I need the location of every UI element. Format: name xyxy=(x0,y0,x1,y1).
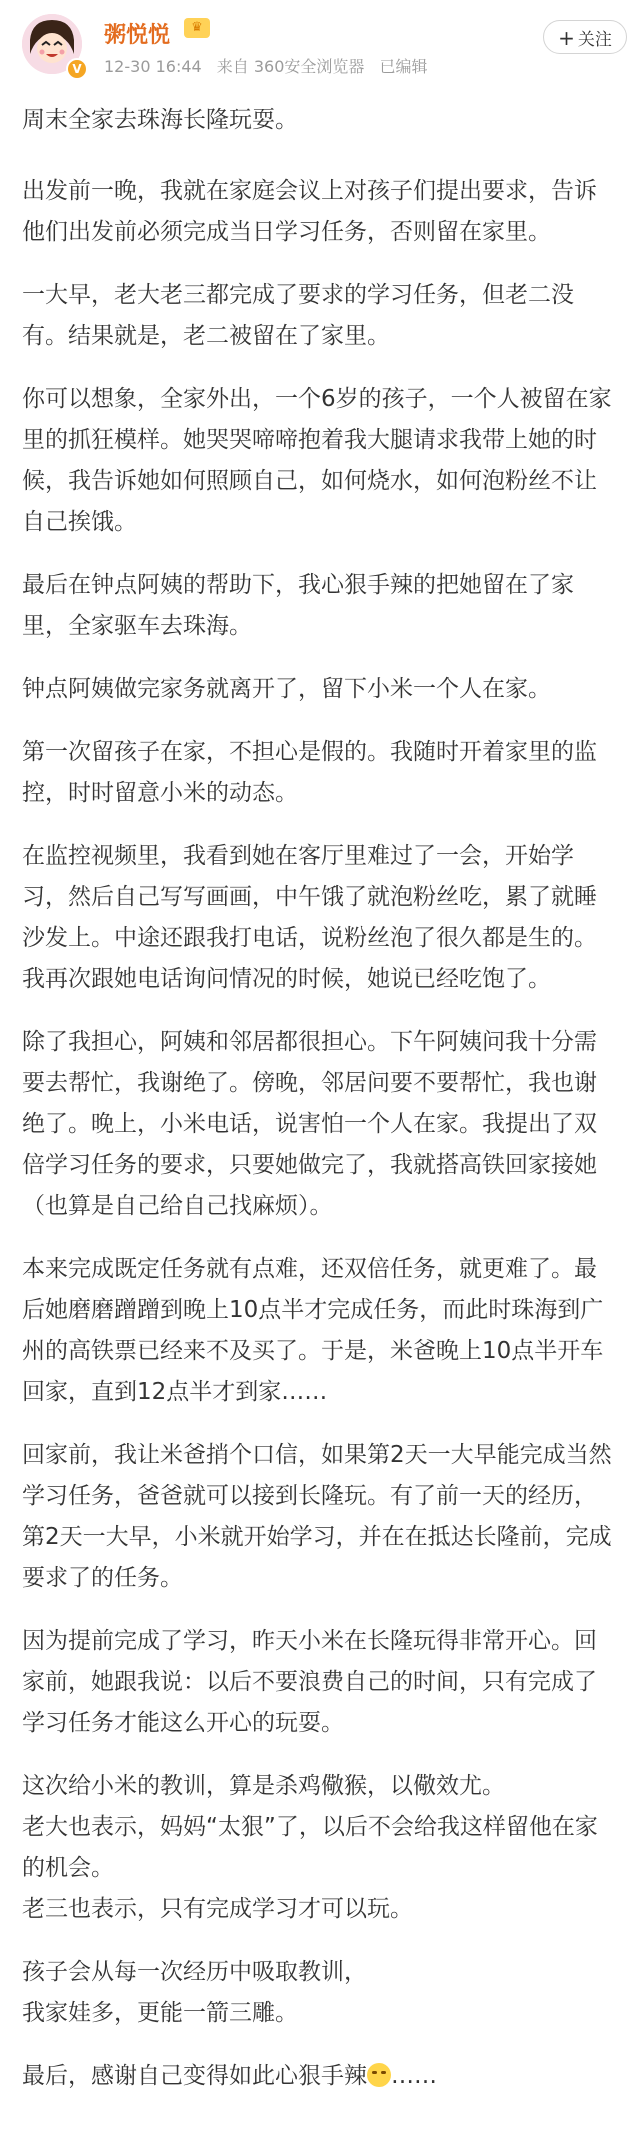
paragraph-line: 在监控视频里，我看到她在客厅里难过了一会，开始学习，然后自己写写画画，中午饿了就泡粉丝吃，累了就睡沙发上。中途还跟我打电话，说粉丝泡了很久都是生的。我再次跟她电话询问情况的时候，她说已经吃饱了。 xyxy=(22,843,597,992)
post-paragraph xyxy=(22,732,619,814)
sweat-smile-emoji-icon xyxy=(367,2063,391,2087)
follow-button[interactable] xyxy=(543,20,627,54)
post-time: 12-30 16:44 xyxy=(104,57,202,76)
paragraph-line: 老大也表示，妈妈“太狠”了，以后不会给我这样留他在家的机会。 xyxy=(22,1814,598,1881)
post-paragraph xyxy=(22,100,619,141)
paragraph-line: 钟点阿姨做完家务就离开了，留下小米一个人在家。 xyxy=(22,676,551,702)
post-paragraph xyxy=(22,379,619,543)
post-header xyxy=(0,0,641,92)
post-source: 来自 360安全浏览器 xyxy=(216,57,365,76)
post-paragraph xyxy=(22,1621,619,1744)
verified-badge-icon: V xyxy=(66,58,88,80)
user-name[interactable]: 粥悦悦 xyxy=(104,23,171,48)
post-paragraph xyxy=(22,171,619,253)
edited-label: 已编辑 xyxy=(379,57,428,76)
post-paragraph xyxy=(22,1952,619,2034)
plus-icon: + xyxy=(558,26,575,50)
paragraph-line: 这次给小米的教训，算是杀鸡儆猴，以儆效尤。 xyxy=(22,1773,505,1799)
post-paragraph xyxy=(22,669,619,710)
paragraph-line: 回家前，我让米爸捎个口信，如果第2天一大早能完成当然学习任务，爸爸就可以接到长隆玩。有了前一天的经历，第2天一大早，小米就开始学习，并在在抵达长隆前，完成要求了的任务。 xyxy=(22,1442,612,1591)
paragraph-line: 最后在钟点阿姨的帮助下，我心狠手辣的把她留在了家里，全家驱车去珠海。 xyxy=(22,572,574,639)
paragraph-line: 出发前一晚，我就在家庭会议上对孩子们提出要求，告诉他们出发前必须完成当日学习任务，否则留在家里。 xyxy=(22,178,597,245)
post-paragraph xyxy=(22,275,619,357)
post-body xyxy=(22,100,619,2119)
paragraph-line: 孩子会从每一次经历中吸取教训， xyxy=(22,1959,367,1985)
paragraph-text: 最后，感谢自己变得如此心狠手辣 xyxy=(22,2063,367,2089)
paragraph-line: 除了我担心，阿姨和邻居都很担心。下午阿姨问我十分需要去帮忙，我谢绝了。傍晚，邻居问要不要帮忙，我也谢绝了。晚上，小米电话，说害怕一个人在家。我提出了双倍学习任务的要求，只要她做完了，我就搭高铁回家接她（也算是自己给自己找麻烦）。 xyxy=(22,1029,597,1219)
paragraph-line: 我家娃多，更能一箭三雕。 xyxy=(22,2000,298,2026)
post-paragraph-last xyxy=(22,2056,619,2097)
paragraph-text-ellipsis: …… xyxy=(391,2063,437,2089)
post-paragraph xyxy=(22,836,619,1000)
paragraph-line: 第一次留孩子在家，不担心是假的。我随时开着家里的监控，时时留意小米的动态。 xyxy=(22,739,597,806)
paragraph-line: 周末全家去珠海长隆玩耍。 xyxy=(22,107,298,133)
paragraph-line: 因为提前完成了学习，昨天小米在长隆玩得非常开心。回家前，她跟我说：以后不要浪费自己的时间，只有完成了学习任务才能这么开心的玩耍。 xyxy=(22,1628,597,1736)
post-paragraph xyxy=(22,1435,619,1599)
post-paragraph xyxy=(22,1249,619,1413)
paragraph-line: 你可以想象，全家外出，一个6岁的孩子，一个人被留在家里的抓狂模样。她哭哭啼啼抱着我大腿请求我带上她的时候，我告诉她如何照顾自己，如何烧水，如何泡粉丝不让自己挨饿。 xyxy=(22,386,612,535)
follow-label: 关注 xyxy=(577,30,612,50)
post-paragraph xyxy=(22,1766,619,1930)
paragraph-line: 老三也表示，只有完成学习才可以玩。 xyxy=(22,1896,413,1922)
paragraph-line: 本来完成既定任务就有点难，还双倍任务，就更难了。最后她磨磨蹭蹭到晚上10点半才完成任务，而此时珠海到广州的高铁票已经来不及买了。于是，米爸晚上10点半开车回家，直到12点半才到家…… xyxy=(22,1256,604,1405)
post-paragraph xyxy=(22,1022,619,1227)
crown-icon: ♛ xyxy=(184,18,210,38)
paragraph-line: 一大早，老大老三都完成了要求的学习任务，但老二没有。结果就是，老二被留在了家里。 xyxy=(22,282,574,349)
post-meta xyxy=(104,54,438,77)
post-paragraph xyxy=(22,565,619,647)
